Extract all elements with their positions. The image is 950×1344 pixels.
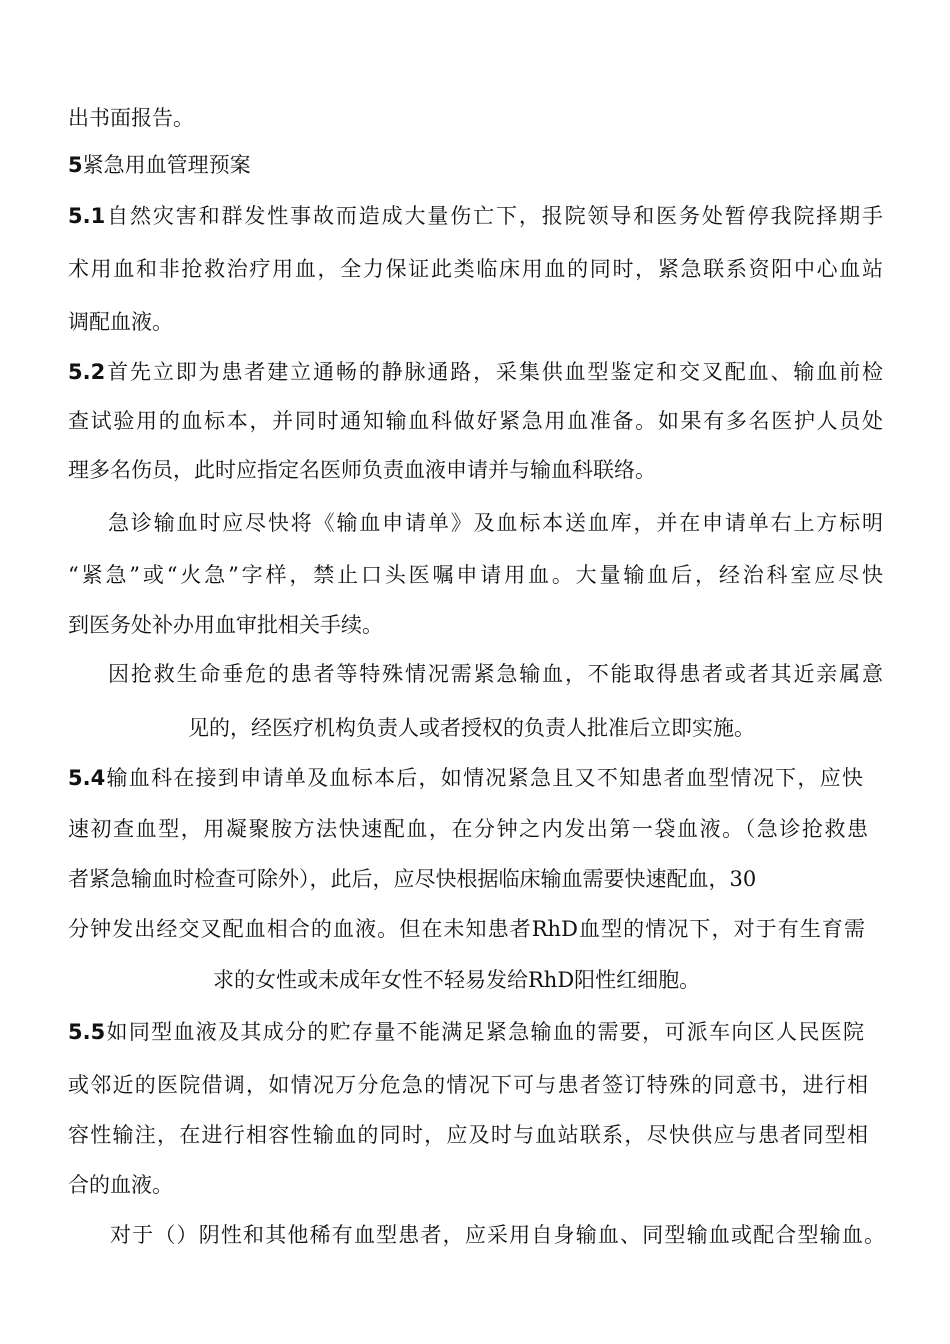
text-line: 5.5如同型血液及其成分的贮存量不能满足紧急输血的需要，可派车向区人民医院 [68, 1020, 864, 1044]
text-line: 者紧急输血时检查可除外），此后，应尽快根据临床输血需要快速配血，30 [68, 867, 757, 891]
text-line: 5.1自然灾害和群发性事故而造成大量伤亡下，报院领导和医务处暂停我院择期手 [68, 204, 883, 228]
text-line: 见的，经医疗机构负责人或者授权的负责人批准后立即实施。 [188, 716, 755, 740]
text-line: 查试验用的血标本，并同时通知输血科做好紧急用血准备。如果有多名医护人员处 [68, 409, 883, 433]
text-line: “紧急”或“火急”字样，禁止口头医嘱申请用血。大量输血后，经治科室应尽快 [68, 563, 883, 587]
text-line: 求的女性或未成年女性不轻易发给RhD阳性红细胞。 [213, 968, 701, 992]
text-line: 急诊输血时应尽快将《输血申请单》及血标本送血库，并在申请单右上方标明 [108, 511, 883, 535]
section-heading: 5紧急用血管理预案 [68, 153, 251, 177]
text-line: 术用血和非抢救治疗用血，全力保证此类临床用血的同时，紧急联系资阳中心血站 [68, 257, 883, 281]
text-line: 理多名伤员，此时应指定名医师负责血液申请并与输血科联络。 [68, 458, 656, 482]
text-line: 速初查血型，用凝聚胺方法快速配血，在分钟之内发出第一袋血液。（急诊抢救患 [68, 817, 868, 841]
text-line: 因抢救生命垂危的患者等特殊情况需紧急输血，不能取得患者或者其近亲属意 [108, 662, 883, 686]
text-line: 或邻近的医院借调，如情况万分危急的情况下可与患者签订特殊的同意书，进行相 [68, 1073, 868, 1097]
text-line: 到医务处补办用血审批相关手续。 [68, 613, 383, 637]
text-line: 对于（）阴性和其他稀有血型患者，应采用自身输血、同型输血或配合型输血。 [110, 1223, 885, 1247]
text-line: 合的血液。 [68, 1173, 173, 1197]
text-line: 容性输注，在进行相容性输血的同时，应及时与血站联系，尽快供应与患者同型相 [68, 1123, 868, 1147]
text-line: 5.2首先立即为患者建立通畅的静脉通路，采集供血型鉴定和交叉配血、输血前检 [68, 360, 883, 384]
text-line: 出书面报告。 [68, 106, 194, 130]
text-line: 调配血液。 [68, 310, 173, 334]
text-line: 5.4输血科在接到申请单及血标本后，如情况紧急且又不知患者血型情况下，应快 [68, 766, 863, 790]
text-line: 分钟发出经交叉配血相合的血液。但在未知患者RhD血型的情况下，对于有生育需 [68, 917, 865, 941]
